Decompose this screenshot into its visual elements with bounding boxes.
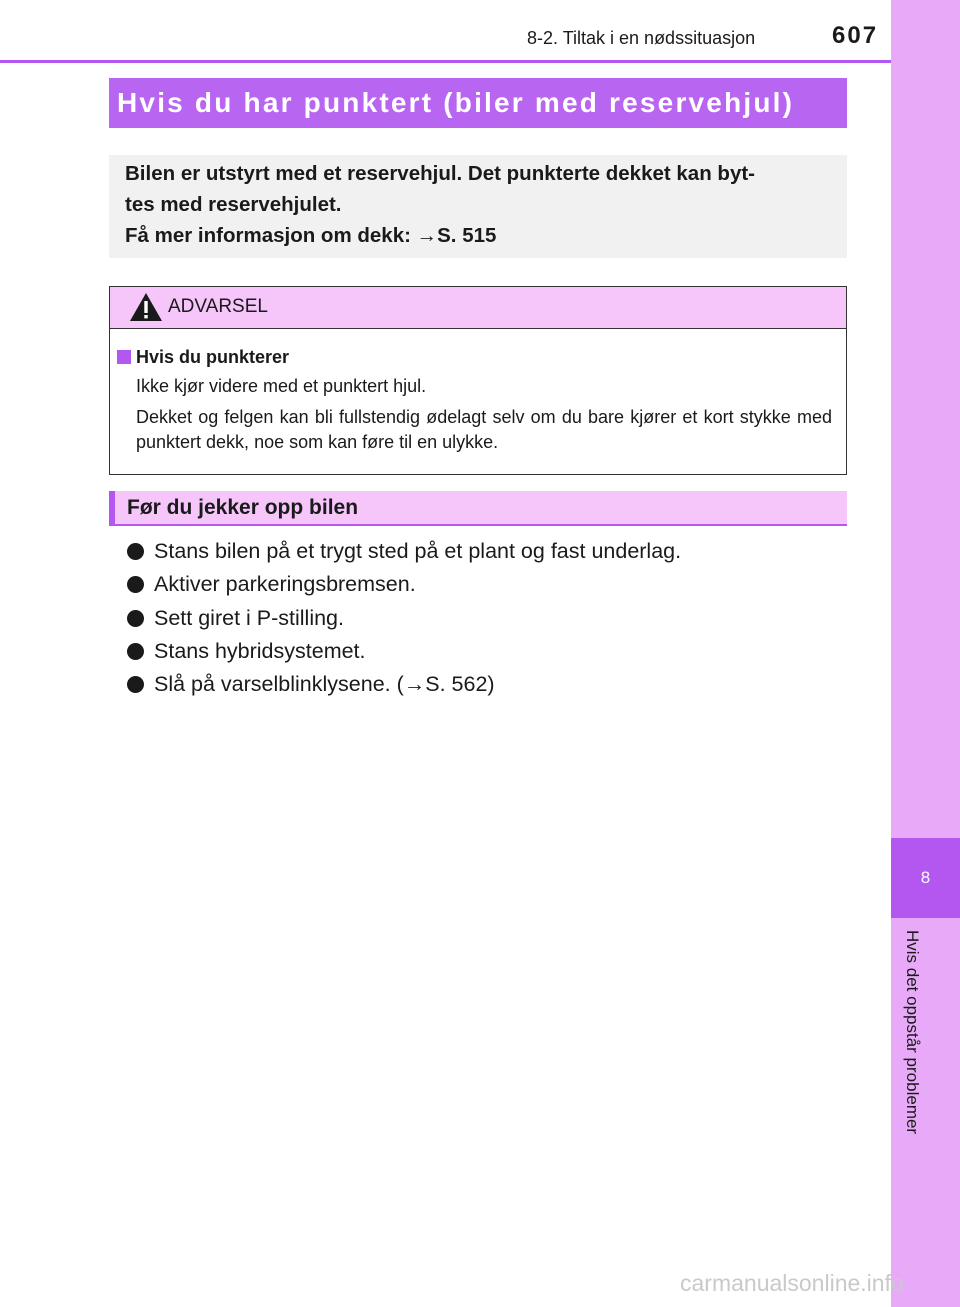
header-rule <box>0 60 891 63</box>
warning-text-1: Ikke kjør videre med et punktert hjul. <box>136 376 427 396</box>
bullet-dot-icon <box>127 676 144 693</box>
warning-triangle-icon <box>129 292 163 322</box>
bullet-dot-icon <box>127 643 144 660</box>
list-item <box>127 568 847 601</box>
chapter-title: Hvis det oppstår problemer <box>903 930 922 1135</box>
list-item-text: Aktiver parkeringsbremsen. <box>154 572 416 597</box>
list-item <box>127 535 847 568</box>
warning-box <box>109 286 847 475</box>
intro-box <box>109 155 847 258</box>
bullet-dot-icon <box>127 610 144 627</box>
header-section-title: 8-2. Tiltak i en nødssituasjon <box>527 28 756 48</box>
page-title: Hvis du har punktert (biler med reservehjul) <box>109 78 847 128</box>
list-item-text: Slå på varselblinklysene. (→S. 562) <box>154 672 495 697</box>
warning-body <box>110 329 846 455</box>
bullet-dot-icon <box>127 543 144 560</box>
bullet-dot-icon <box>127 576 144 593</box>
chapter-number-tab <box>891 838 960 918</box>
list-item <box>127 668 847 701</box>
intro-line-3: Få mer informasjon om dekk: →S. 515 <box>125 224 497 247</box>
list-item-text: Sett giret i P-stilling. <box>154 605 344 630</box>
page-number: 607 <box>832 22 879 49</box>
warning-title: ADVARSEL <box>168 296 268 317</box>
list-item <box>127 602 847 635</box>
intro-line-2: tes med reservehjulet. <box>125 193 342 216</box>
bullet-list <box>127 535 847 701</box>
warning-subheading-text: Hvis du punkterer <box>136 346 290 367</box>
list-item <box>127 635 847 668</box>
watermark: carmanualsonline.info <box>680 1270 904 1296</box>
square-bullet-icon <box>117 350 131 364</box>
warning-header <box>110 287 846 329</box>
intro-line-1: Bilen er utstyrt med et reservehjul. Det punkterte dekket kan byt- <box>125 162 755 185</box>
section-heading: Før du jekker opp bilen <box>109 491 847 526</box>
chapter-number: 8 <box>920 868 931 887</box>
list-item-text: Stans bilen på et trygt sted på et plant og fast underlag. <box>154 539 682 564</box>
list-item-text: Stans hybridsystemet. <box>154 639 366 664</box>
warning-text-2: Dekket og felgen kan bli fullstendig ødelagt selv om du bare kjører et kort stykke med punktert dekk, noe som kan føre til en ulykke. <box>136 407 832 452</box>
warning-subheading <box>117 345 832 369</box>
